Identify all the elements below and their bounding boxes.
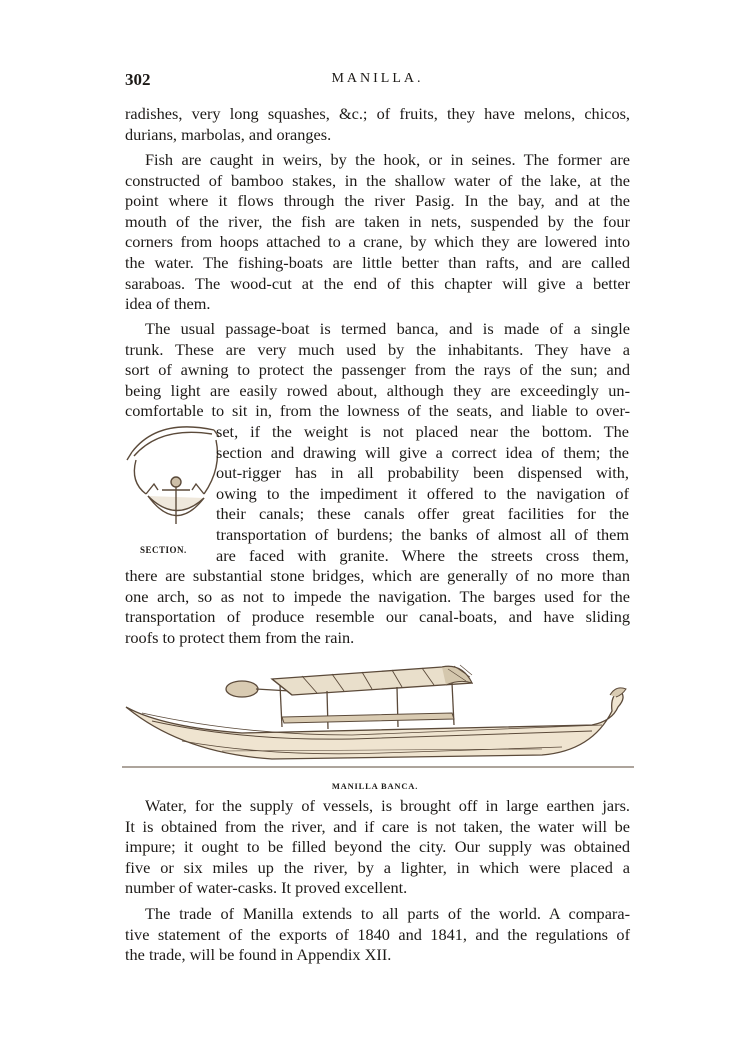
text-line: one arch, so as not to impede the navigation. The barges used for the <box>125 586 630 606</box>
text-line: tive statement of the exports of 1840 and 1841, and the regulations of <box>125 924 630 944</box>
page-header <box>125 70 630 94</box>
text-line: The trade of Manilla extends to all parts of the world. A compara- <box>145 904 630 923</box>
text-line: idea of them. <box>125 294 211 314</box>
paragraph-banca <box>125 319 630 422</box>
text-line: sort of awning to protect the passenger from the rays of the sun; and <box>125 360 630 380</box>
paragraph-fish <box>125 150 630 315</box>
text-line: the water. The fishing-boats are little better than rafts, and are called <box>125 252 630 272</box>
text-line: there are substantial stone bridges, which are generally of no more than <box>125 566 630 585</box>
paragraph-trade <box>125 904 630 966</box>
section-caption: SECTION. <box>140 545 187 555</box>
text-line: out-rigger has in all probability been dispensed with, <box>216 463 629 483</box>
text-line: being light are easily rowed about, although they are exceedingly un- <box>125 380 630 400</box>
paragraph-banca-tail <box>125 566 630 648</box>
paragraph-water <box>125 796 630 899</box>
text-line: owing to the impediment it offered to the navigation of <box>216 483 629 503</box>
text-line: It is obtained from the river, and if care is not taken, the water will be <box>125 816 630 836</box>
text-line: radishes, very long squashes, &c.; of fruits, they have melons, chicos, <box>125 104 630 123</box>
text-line: trunk. These are very much used by the inhabitants. They have a <box>125 339 630 359</box>
text-line: number of water-casks. It proved excellent. <box>125 878 408 898</box>
text-line: comfortable to sit in, from the lowness of the seats, and liable to over- <box>125 401 630 421</box>
paragraph-banca-wrap <box>216 422 629 566</box>
page-number: 302 <box>125 70 151 89</box>
text-line: durians, marbolas, and oranges. <box>125 124 332 144</box>
banca-caption: MANILLA BANCA. <box>331 781 419 791</box>
text-line: roofs to protect them from the rain. <box>125 627 355 647</box>
text-line: constructed of bamboo stakes, in the shallow water of the lake, at the <box>125 170 630 190</box>
text-line: set, if the weight is not placed near the bottom. The <box>216 422 629 441</box>
text-line: mouth of the river, the fish are taken in nets, suspended by the four <box>125 211 630 231</box>
running-head: MANILLA. <box>331 71 424 86</box>
text-line: corners from hoops attached to a crane, by which they are lowered into <box>125 232 630 252</box>
text-line: The usual passage-boat is termed banca, and is made of a single <box>145 319 630 338</box>
text-line: Fish are caught in weirs, by the hook, or in seines. The former are <box>145 150 630 169</box>
paragraph-produce <box>125 104 630 145</box>
text-line: their canals; these canals offer great facilities for the <box>216 504 629 524</box>
text-line: are faced with granite. Where the streets cross them, <box>216 545 629 565</box>
text-line: saraboas. The wood-cut at the end of this chapter will give a better <box>125 273 630 293</box>
text-line: the trade, will be found in Appendix XII. <box>125 945 392 965</box>
text-line: Water, for the supply of vessels, is brought off in large earthen jars. <box>145 796 630 815</box>
text-line: section and drawing will give a correct idea of them; the <box>216 442 629 462</box>
text-line: impure; it ought to be filled beyond the city. Our supply was obtained <box>125 837 630 857</box>
text-line: point where it flows through the river Pasig. In the bay, and at the <box>125 191 630 211</box>
text-line: five or six miles up the river, by a lighter, in which were placed a <box>125 857 630 877</box>
text-line: transportation of produce resemble our canal-boats, and have sliding <box>125 607 630 627</box>
text-line: transportation of burdens; the banks of almost all of them <box>216 524 629 544</box>
banca-illustration <box>122 655 634 775</box>
